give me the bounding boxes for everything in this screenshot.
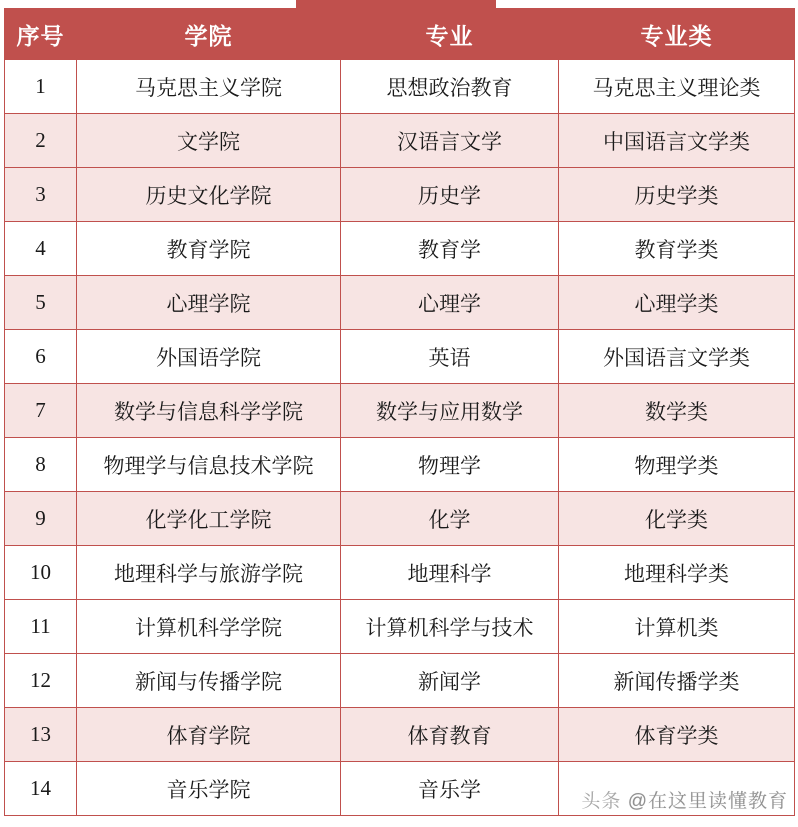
cell-index: 5 [5, 276, 77, 330]
column-header-major: 专业 [341, 9, 559, 60]
cell-major: 教育学 [341, 222, 559, 276]
cell-index: 4 [5, 222, 77, 276]
watermark [581, 786, 788, 813]
cell-college: 教育学院 [77, 222, 341, 276]
cell-index: 13 [5, 708, 77, 762]
table-row [5, 600, 795, 654]
cell-major: 数学与应用数学 [341, 384, 559, 438]
cell-college: 心理学院 [77, 276, 341, 330]
cell-major: 历史学 [341, 168, 559, 222]
table-row [5, 438, 795, 492]
cell-major: 计算机科学与技术 [341, 600, 559, 654]
cell-college: 计算机科学学院 [77, 600, 341, 654]
table-row [5, 654, 795, 708]
table-header [5, 9, 795, 60]
cell-college: 文学院 [77, 114, 341, 168]
column-header-college: 学院 [77, 9, 341, 60]
cell-index: 14 [5, 762, 77, 816]
cell-index: 9 [5, 492, 77, 546]
table-row [5, 276, 795, 330]
cell-major-category: 化学类 [559, 492, 795, 546]
cell-major: 新闻学 [341, 654, 559, 708]
cell-major-category: 历史学类 [559, 168, 795, 222]
cell-major-category: 马克思主义理论类 [559, 60, 795, 114]
cell-college: 马克思主义学院 [77, 60, 341, 114]
cell-college: 数学与信息科学学院 [77, 384, 341, 438]
cell-major-category: 外国语言文学类 [559, 330, 795, 384]
watermark-handle: @在这里读懂教育 [627, 791, 788, 812]
header-row [5, 9, 795, 60]
cell-college: 新闻与传播学院 [77, 654, 341, 708]
watermark-platform: 头条 [581, 791, 622, 812]
cell-major: 地理科学 [341, 546, 559, 600]
cell-major: 思想政治教育 [341, 60, 559, 114]
cell-index: 10 [5, 546, 77, 600]
cell-major: 音乐学 [341, 762, 559, 816]
cell-major-category: 物理学类 [559, 438, 795, 492]
table-row [5, 546, 795, 600]
cell-index: 2 [5, 114, 77, 168]
accent-bar-segment [296, 0, 496, 8]
cell-major-category: 体育学类 [559, 708, 795, 762]
table-row [5, 330, 795, 384]
column-header-index: 序号 [5, 9, 77, 60]
table-row [5, 114, 795, 168]
cell-major: 体育教育 [341, 708, 559, 762]
cell-index: 8 [5, 438, 77, 492]
cell-college: 地理科学与旅游学院 [77, 546, 341, 600]
cell-major: 化学 [341, 492, 559, 546]
table-row [5, 222, 795, 276]
cell-college: 化学化工学院 [77, 492, 341, 546]
cell-index: 6 [5, 330, 77, 384]
majors-table [4, 8, 795, 816]
table-row [5, 60, 795, 114]
cell-major-category: 新闻传播学类 [559, 654, 795, 708]
cell-college: 历史文化学院 [77, 168, 341, 222]
table-row [5, 708, 795, 762]
cell-college: 外国语学院 [77, 330, 341, 384]
cell-major: 汉语言文学 [341, 114, 559, 168]
bottom-padding [0, 816, 798, 822]
cell-index: 7 [5, 384, 77, 438]
cell-index: 1 [5, 60, 77, 114]
table-row [5, 168, 795, 222]
cell-college: 物理学与信息技术学院 [77, 438, 341, 492]
cell-major-category: 心理学类 [559, 276, 795, 330]
cell-major: 心理学 [341, 276, 559, 330]
cell-major-category: 数学类 [559, 384, 795, 438]
table-row [5, 384, 795, 438]
cell-index: 3 [5, 168, 77, 222]
cell-major: 英语 [341, 330, 559, 384]
cell-major: 物理学 [341, 438, 559, 492]
cell-major-category: 计算机类 [559, 600, 795, 654]
top-accent-bar [0, 0, 798, 8]
column-header-major-category: 专业类 [559, 9, 795, 60]
cell-major-category: 教育学类 [559, 222, 795, 276]
cell-index: 11 [5, 600, 77, 654]
cell-college: 音乐学院 [77, 762, 341, 816]
table-row [5, 492, 795, 546]
cell-major-category: 中国语言文学类 [559, 114, 795, 168]
cell-college: 体育学院 [77, 708, 341, 762]
cell-major-category: 地理科学类 [559, 546, 795, 600]
table-body [5, 60, 795, 816]
cell-index: 12 [5, 654, 77, 708]
